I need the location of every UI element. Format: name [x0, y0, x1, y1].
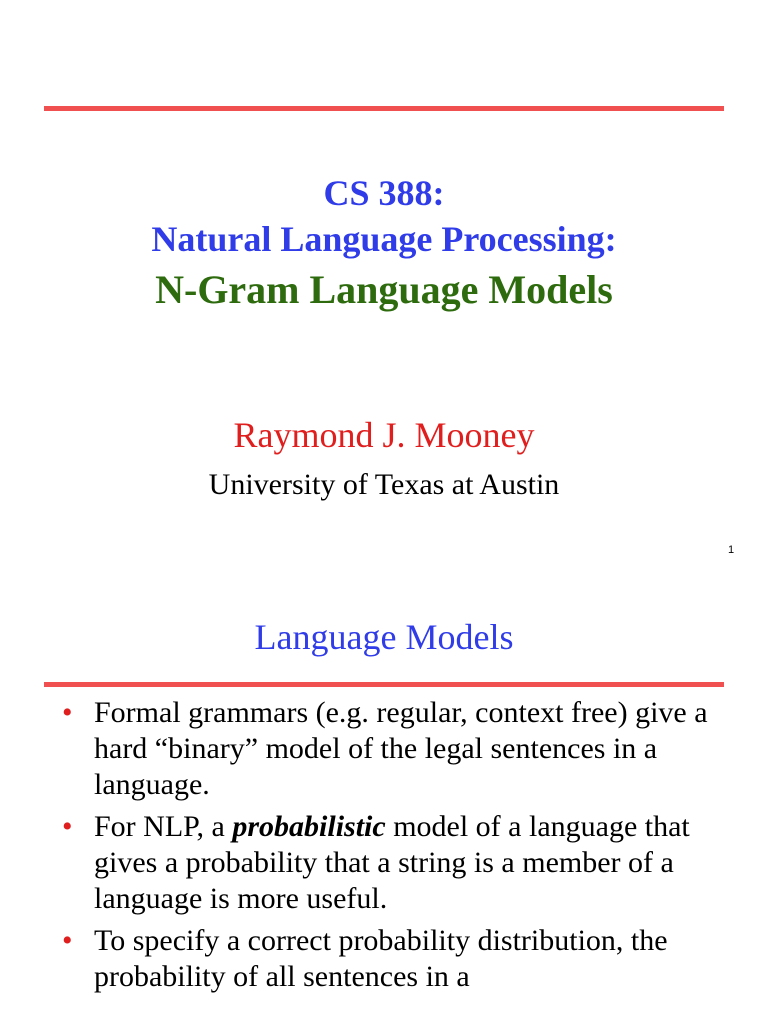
lecture-title: N-Gram Language Models: [155, 267, 613, 312]
slide-title: Language Models: [254, 617, 514, 657]
bullet-item: [62, 923, 752, 995]
bullet-list: [62, 695, 752, 1001]
author-affiliation: University of Texas at Austin: [208, 468, 560, 501]
bullet-item: [62, 809, 752, 917]
course-name: Natural Language Processing:: [151, 219, 617, 259]
bullet-marker: •: [62, 696, 73, 729]
bullet-text: To specify a correct probability distribution, the probability of all sentences in a: [94, 924, 668, 993]
page-number: 1: [728, 544, 735, 556]
slide1-top-rule: [44, 106, 724, 111]
slide2-title-rule: [44, 682, 724, 687]
bullet-item: [62, 695, 752, 803]
bullet-emphasis: probabilistic: [232, 810, 386, 843]
course-code: CS 388:: [323, 173, 445, 213]
bullet-marker: •: [62, 810, 73, 843]
bullet-text-before: For NLP, a: [94, 810, 233, 843]
bullet-marker: •: [62, 924, 73, 957]
bullet-text: Formal grammars (e.g. regular, context free) give a hard “binary” model of the legal sentences in a language.: [94, 696, 708, 801]
author-name: Raymond J. Mooney: [233, 415, 535, 455]
bullet-text-after: model of a language that gives a probability that a string is a member of a language is more useful.: [94, 810, 690, 915]
